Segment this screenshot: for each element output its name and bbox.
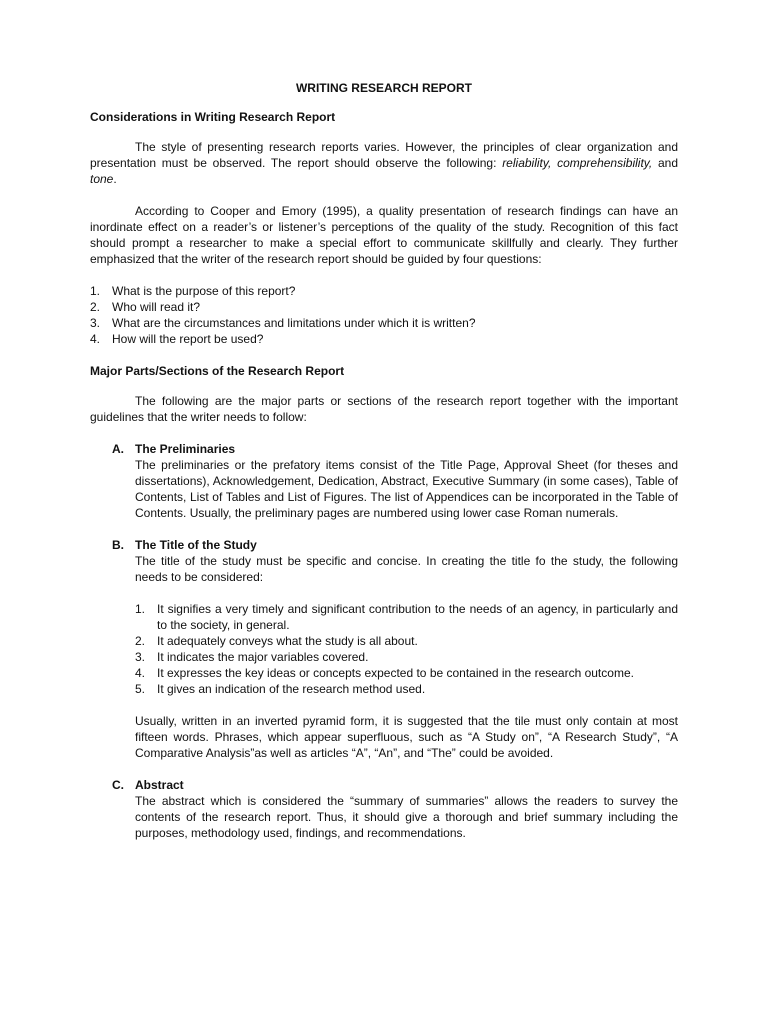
list-item	[135, 601, 678, 633]
list-text: What are the circumstances and limitations under which it is written?	[112, 316, 476, 330]
paragraph-style-tone: tone	[90, 172, 114, 186]
list-number: 2.	[135, 634, 146, 648]
list-item	[90, 315, 678, 331]
list-number: 1.	[90, 284, 101, 298]
section-letter: C.	[112, 778, 124, 792]
section-abstract-heading: Abstract	[135, 778, 184, 792]
section-title-of-study	[90, 537, 678, 761]
list-text: Who will read it?	[112, 300, 201, 314]
list-number: 5.	[135, 682, 146, 696]
paragraph-major-parts-intro: The following are the major parts or sections of the research report together with the important guidelines that the writer needs to follow:	[90, 394, 678, 424]
section-heading-considerations: Considerations in Writing Research Report	[90, 110, 336, 124]
list-number: 3.	[90, 316, 101, 330]
list-text: What is the purpose of this report?	[112, 284, 296, 298]
section-abstract	[90, 777, 678, 841]
paragraph-style-text: The style of presenting research reports varies. However, the principles of clear organization and presentation must be observed. The report should observe the following:	[90, 140, 678, 170]
paragraph-style-end: .	[113, 172, 117, 186]
list-text: It adequately conveys what the study is all about.	[157, 634, 418, 648]
section-heading-major-parts: Major Parts/Sections of the Research Report	[90, 364, 345, 378]
list-text: It signifies a very timely and significant contribution to the needs of an agency, in particularly and to the society, in general.	[157, 602, 678, 632]
document-title: WRITING RESEARCH REPORT	[295, 81, 472, 95]
section-letter: A.	[112, 442, 124, 456]
questions-list	[90, 283, 678, 347]
list-item	[135, 665, 678, 681]
list-number: 3.	[135, 650, 146, 664]
section-preliminaries-body: The preliminaries or the prefatory items consist of the Title Page, Approval Sheet (for theses and dissertations), Acknowledgement, Dedication, Abstract, Executive Summary (in some cases), Table of Contents, List of Tables and List of Figures. The list of Appendices can be incorporated in the Table of Contents. Usually, the preliminary pages are numbered using lower case Roman numerals.	[135, 458, 678, 520]
section-title-closing: Usually, written in an inverted pyramid form, it is suggested that the tile must only contain at most fifteen words. Phrases, which appear superfluous, such as “A Study on”, “A Research Study”, “A Comparative Analysis”as well as articles “A”, “An”, and “The” could be avoided.	[135, 714, 678, 760]
section-preliminaries-heading: The Preliminaries	[135, 442, 236, 456]
list-item	[90, 299, 678, 315]
list-item	[135, 649, 678, 665]
list-text: It indicates the major variables covered.	[157, 650, 369, 664]
paragraph-cooper-emory: According to Cooper and Emory (1995), a quality presentation of research findings can have an inordinate effect on a reader’s or listener’s perceptions of the quality of the study. Recognition of this fact should prompt a researcher to make a special effort to communicate skillfully and clearly. They further emphasized that the writer of the research report should be guided by four questions:	[90, 204, 678, 266]
document-page	[90, 80, 678, 841]
section-letter: B.	[112, 538, 124, 552]
list-item	[135, 633, 678, 649]
list-item	[90, 331, 678, 347]
list-item	[90, 283, 678, 299]
section-abstract-body: The abstract which is considered the “summary of summaries” allows the readers to survey the contents of the research report. Thus, it should give a thorough and brief summary including the purposes, methodology used, findings, and recommendations.	[135, 794, 678, 840]
list-text: How will the report be used?	[112, 332, 264, 346]
list-number: 4.	[135, 666, 146, 680]
list-item	[135, 681, 678, 697]
paragraph-style-italic: reliability, comprehensibility,	[502, 156, 653, 170]
list-number: 1.	[135, 602, 146, 616]
section-title-body: The title of the study must be specific and concise. In creating the title fo the study, the following needs to be considered:	[135, 554, 678, 584]
paragraph-style	[90, 139, 678, 187]
section-title-heading: The Title of the Study	[135, 538, 257, 552]
paragraph-style-and: and	[652, 156, 678, 170]
section-preliminaries	[90, 441, 678, 521]
list-number: 4.	[90, 332, 101, 346]
list-text: It gives an indication of the research method used.	[157, 682, 426, 696]
title-considerations-list	[135, 601, 678, 697]
list-number: 2.	[90, 300, 101, 314]
list-text: It expresses the key ideas or concepts expected to be contained in the research outcome.	[157, 666, 634, 680]
